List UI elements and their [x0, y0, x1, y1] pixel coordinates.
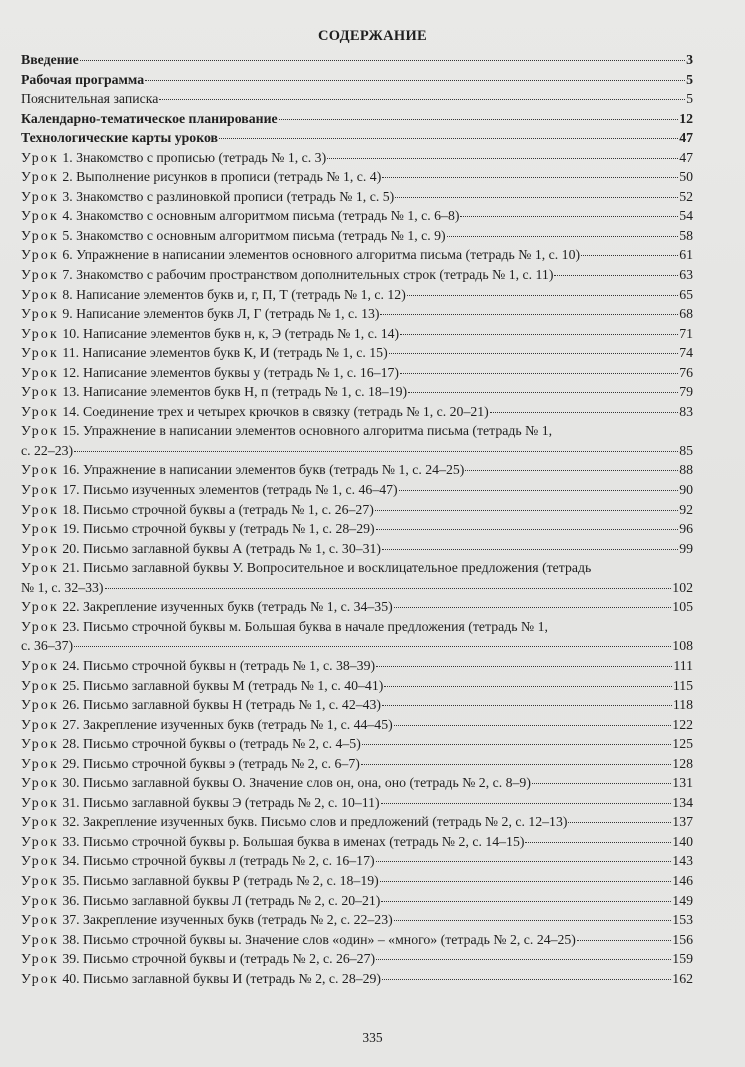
toc-entry-text-continued: № 1, с. 32–33)	[21, 579, 104, 595]
toc-entry-page: 102	[672, 579, 693, 595]
toc-entry-page: 122	[672, 716, 693, 732]
toc-entry-text-wrap	[21, 228, 446, 244]
toc-entry-text: Введение	[21, 52, 79, 67]
lesson-label: Урок	[21, 853, 59, 869]
toc-entry[interactable]	[21, 932, 693, 952]
lesson-label: Урок	[21, 403, 59, 419]
toc-entry-text-wrap	[21, 287, 406, 303]
toc-entry[interactable]	[21, 111, 693, 131]
dot-leader	[394, 920, 672, 921]
lesson-label: Урок	[21, 618, 59, 634]
dot-leader	[554, 275, 678, 276]
lesson-label: Урок	[21, 188, 59, 204]
dot-leader	[74, 646, 671, 647]
lesson-label: Урок	[21, 267, 59, 283]
toc-entry-page: 5	[686, 71, 693, 87]
dot-leader	[465, 470, 678, 471]
dot-leader	[400, 334, 678, 335]
dot-leader	[382, 549, 678, 550]
toc-entry-text-wrap	[21, 521, 375, 537]
toc-entry-text: 19. Письмо строчной буквы у (тетрадь № 1, с. 28–29)	[62, 521, 375, 537]
toc-entry-text-wrap	[21, 52, 79, 68]
toc-entry-text: 7. Знакомство с рабочим пространством дополнительных строк (тетрадь № 1, с. 11)	[62, 267, 554, 283]
toc-entry-page: 146	[672, 872, 693, 888]
toc-entry-page: 159	[672, 951, 693, 967]
lesson-label: Урок	[21, 169, 59, 185]
toc-entry-page: 83	[679, 403, 693, 419]
toc-entry-page: 50	[679, 169, 693, 185]
lesson-label: Урок	[21, 540, 59, 556]
toc-entry-text: 4. Знакомство с основным алгоритмом письма (тетрадь № 1, с. 6–8)	[62, 208, 460, 224]
toc-entry-page: 134	[672, 794, 693, 810]
dot-leader	[384, 686, 672, 687]
dot-leader	[395, 197, 678, 198]
toc-entry-text: 1. Знакомство с прописью (тетрадь № 1, с. 3)	[62, 149, 327, 165]
page-number: 335	[362, 1030, 383, 1045]
dot-leader	[382, 705, 672, 706]
toc-entry-page: 92	[679, 501, 693, 517]
lesson-label: Урок	[21, 247, 59, 263]
toc-entry[interactable]	[21, 130, 693, 150]
toc-entry-text-wrap	[21, 267, 553, 283]
toc-entry-page: 137	[672, 814, 693, 830]
dot-leader	[399, 490, 679, 491]
toc-entry-page: 79	[679, 384, 693, 400]
toc-entry-text: 9. Написание элементов букв Л, Г (тетрадь № 1, с. 13)	[62, 306, 380, 322]
toc-entry-text-wrap	[21, 893, 380, 909]
toc-entry-page: 88	[679, 462, 693, 478]
lesson-label: Урок	[21, 794, 59, 810]
dot-leader	[74, 451, 678, 452]
toc-entry-text-wrap	[21, 932, 576, 948]
toc-entry-text: Рабочая программа	[21, 71, 145, 87]
toc-entry-page: 65	[679, 286, 693, 302]
toc-entry[interactable]	[21, 697, 693, 717]
lesson-label: Урок	[21, 931, 59, 947]
toc-entry-text: 38. Письмо строчной буквы ы. Значение слов «один» – «много» (тетрадь № 2, с. 24–25)	[62, 931, 576, 947]
toc-entry-text: 13. Написание элементов букв Н, п (тетрадь № 1, с. 18–19)	[62, 384, 408, 400]
lesson-label: Урок	[21, 384, 59, 400]
lesson-label: Урок	[21, 521, 59, 537]
toc-entry-page: 68	[679, 306, 693, 322]
toc-entry[interactable]	[21, 951, 693, 971]
toc-entry[interactable]	[21, 658, 693, 678]
lesson-label: Урок	[21, 227, 59, 243]
toc-entry-text: 36. Письмо заглавной буквы Л (тетрадь № 2, с. 20–21)	[62, 892, 381, 908]
toc-entry-page: 52	[679, 188, 693, 204]
lesson-label: Урок	[21, 872, 59, 888]
toc-entry-text-wrap	[21, 72, 144, 88]
lesson-label: Урок	[21, 657, 59, 673]
toc-entry-text-wrap	[21, 541, 381, 557]
toc-entry-page: 162	[672, 970, 693, 986]
table-of-contents	[21, 52, 693, 990]
toc-entry-page: 61	[679, 247, 693, 263]
toc-entry-text-wrap	[21, 502, 374, 518]
dot-leader	[376, 666, 672, 667]
toc-entry-page: 3	[686, 52, 693, 67]
toc-entry[interactable]	[21, 502, 693, 522]
lesson-label: Урок	[21, 892, 59, 908]
toc-entry[interactable]	[21, 169, 693, 189]
toc-entry[interactable]	[21, 971, 693, 991]
toc-entry-page: 58	[679, 227, 693, 243]
toc-entry[interactable]	[21, 814, 693, 834]
toc-entry-page: 71	[679, 325, 693, 341]
toc-entry[interactable]	[21, 72, 693, 92]
toc-entry-text-wrap	[21, 189, 394, 205]
toc-entry[interactable]	[21, 541, 693, 561]
toc-entry-text: 32. Закрепление изученных букв. Письмо слов и предложений (тетрадь № 2, с. 12–13)	[62, 814, 568, 830]
toc-entry-text: 8. Написание элементов букв и, г, П, Т (тетрадь № 1, с. 12)	[62, 286, 406, 302]
toc-entry[interactable]	[21, 775, 693, 795]
dot-leader	[376, 959, 671, 960]
toc-entry-text-wrap	[21, 658, 375, 674]
toc-entry[interactable]	[21, 365, 693, 385]
lesson-label: Урок	[21, 482, 59, 498]
dot-leader	[327, 158, 678, 159]
toc-entry-text-wrap	[21, 111, 278, 127]
dot-leader	[380, 881, 672, 882]
toc-entry[interactable]	[21, 462, 693, 482]
dot-leader	[105, 588, 672, 589]
toc-entry[interactable]	[21, 150, 693, 170]
toc-entry-text-wrap	[21, 951, 375, 967]
dot-leader	[381, 901, 671, 902]
lesson-label: Урок	[21, 149, 59, 165]
dot-leader	[159, 99, 685, 100]
toc-entry-text-wrap	[21, 834, 524, 850]
toc-entry-page: 54	[679, 208, 693, 224]
dot-leader	[490, 412, 678, 413]
page-title: СОДЕРЖАНИЕ	[317, 28, 428, 44]
dot-leader	[568, 822, 671, 823]
toc-entry-text: 34. Письмо строчной буквы л (тетрадь № 2, с. 16–17)	[62, 853, 375, 869]
toc-entry[interactable]	[21, 345, 693, 365]
toc-entry-text: 17. Письмо изученных элементов (тетрадь № 1, с. 46–47)	[62, 482, 398, 498]
dot-leader	[145, 80, 685, 81]
toc-entry[interactable]	[21, 521, 693, 541]
toc-entry-text-wrap	[21, 599, 393, 615]
lesson-label: Урок	[21, 325, 59, 341]
toc-entry-text: 24. Письмо строчной буквы н (тетрадь № 1, с. 38–39)	[62, 657, 376, 673]
toc-entry[interactable]	[21, 619, 693, 658]
toc-entry[interactable]	[21, 208, 693, 228]
dot-leader	[376, 529, 679, 530]
toc-entry-text: 30. Письмо заглавной буквы О. Значение слов он, она, оно (тетрадь № 2, с. 8–9)	[62, 775, 531, 791]
dot-leader	[400, 373, 678, 374]
toc-entry-text: Пояснительная записка	[21, 91, 159, 107]
toc-entry-page: 105	[672, 599, 693, 615]
lesson-label: Урок	[21, 423, 59, 439]
toc-entry[interactable]	[21, 599, 693, 619]
toc-entry-page: 153	[672, 912, 693, 928]
toc-entry-page: 99	[679, 540, 693, 556]
toc-entry-text-wrap	[21, 345, 388, 361]
toc-entry-text: 23. Письмо строчной буквы м. Большая буква в начале предложения (тетрадь № 1,	[62, 618, 548, 634]
toc-entry-text-wrap	[21, 853, 375, 869]
lesson-label: Урок	[21, 677, 59, 693]
lesson-label: Урок	[21, 560, 59, 576]
toc-entry[interactable]	[21, 893, 693, 913]
toc-entry-page: 47	[679, 130, 693, 146]
lesson-label: Урок	[21, 736, 59, 752]
toc-entry-text: 10. Написание элементов букв н, к, Э (тетрадь № 1, с. 14)	[62, 325, 400, 341]
dot-leader	[381, 803, 672, 804]
toc-entry[interactable]	[21, 560, 693, 599]
toc-entry-text: 15. Упражнение в написании элементов основного алгоритма письма (тетрадь № 1,	[62, 423, 553, 439]
toc-entry-text-wrap	[21, 208, 459, 224]
toc-entry[interactable]	[21, 912, 693, 932]
lesson-label: Урок	[21, 462, 59, 478]
lesson-label: Урок	[21, 716, 59, 732]
toc-entry-page: 128	[672, 755, 693, 771]
dot-leader	[361, 764, 671, 765]
toc-entry-text-wrap	[21, 717, 393, 733]
toc-entry-text: 22. Закрепление изученных букв (тетрадь № 1, с. 34–35)	[62, 599, 393, 615]
toc-entry-text: 33. Письмо строчной буквы р. Большая буква в именах (тетрадь № 2, с. 14–15)	[62, 833, 525, 849]
toc-entry-page: 47	[679, 149, 693, 165]
lesson-label: Урок	[21, 755, 59, 771]
toc-entry[interactable]	[21, 678, 693, 698]
toc-entry-text-wrap	[21, 971, 381, 987]
toc-entry-text-wrap	[21, 247, 580, 263]
toc-entry-text-wrap	[21, 326, 399, 342]
toc-entry[interactable]	[21, 326, 693, 346]
lesson-label: Урок	[21, 306, 59, 322]
dot-leader	[408, 392, 678, 393]
lesson-label: Урок	[21, 775, 59, 791]
toc-entry[interactable]	[21, 736, 693, 756]
lesson-label: Урок	[21, 697, 59, 713]
toc-entry-text-wrap	[21, 736, 361, 752]
toc-entry-text: 11. Написание элементов букв К, И (тетрадь № 1, с. 15)	[62, 345, 388, 361]
toc-entry-page: 125	[672, 736, 693, 752]
dot-leader	[460, 216, 678, 217]
toc-entry-text-wrap	[21, 912, 393, 928]
toc-entry[interactable]	[21, 873, 693, 893]
toc-entry[interactable]	[21, 228, 693, 248]
toc-entry-text: 39. Письмо строчной буквы и (тетрадь № 2, с. 26–27)	[62, 951, 376, 967]
dot-leader	[375, 510, 678, 511]
toc-entry-text-continued: с. 22–23)	[21, 442, 74, 458]
toc-entry-text: 18. Письмо строчной буквы а (тетрадь № 1, с. 26–27)	[62, 501, 374, 517]
toc-entry-page: 156	[672, 931, 693, 947]
toc-entry-page: 149	[672, 892, 693, 908]
toc-entry[interactable]	[21, 717, 693, 737]
lesson-label: Урок	[21, 814, 59, 830]
dot-leader	[389, 353, 679, 354]
lesson-label: Урок	[21, 345, 59, 361]
dot-leader	[581, 255, 678, 256]
dot-leader	[382, 979, 671, 980]
toc-entry-page: 12	[679, 110, 693, 126]
toc-entry-text-wrap	[21, 697, 381, 713]
toc-entry-page: 96	[679, 521, 693, 537]
toc-entry-text-wrap	[21, 384, 407, 400]
dot-leader	[376, 861, 672, 862]
toc-entry-page: 143	[672, 853, 693, 869]
dot-leader	[525, 842, 671, 843]
lesson-label: Урок	[21, 501, 59, 517]
toc-entry-page: 140	[672, 833, 693, 849]
toc-entry-text-wrap	[21, 169, 381, 185]
dot-leader	[382, 177, 678, 178]
lesson-label: Урок	[21, 833, 59, 849]
toc-entry-text-wrap	[21, 150, 326, 166]
toc-entry[interactable]	[21, 91, 693, 111]
toc-entry-text: 37. Закрепление изученных букв (тетрадь № 2, с. 22–23)	[62, 912, 393, 928]
toc-entry-text: 31. Письмо заглавной буквы Э (тетрадь № 2, с. 10–11)	[62, 794, 380, 810]
toc-entry-text: 25. Письмо заглавной буквы М (тетрадь № 1, с. 40–41)	[62, 677, 384, 693]
toc-entry-text-wrap	[21, 795, 380, 811]
toc-entry-text-wrap	[21, 404, 489, 420]
toc-entry-text: 3. Знакомство с разлиновкой прописи (тетрадь № 1, с. 5)	[62, 188, 395, 204]
toc-entry-text-wrap	[21, 756, 360, 772]
toc-entry-text-wrap	[21, 462, 464, 478]
toc-entry-page: 76	[679, 364, 693, 380]
toc-entry-text: 29. Письмо строчной буквы э (тетрадь № 2, с. 6–7)	[62, 755, 360, 771]
dot-leader	[80, 60, 685, 61]
toc-entry-page: 63	[679, 267, 693, 283]
toc-entry[interactable]	[21, 423, 693, 462]
toc-entry-text-continued: с. 36–37)	[21, 638, 74, 654]
dot-leader	[279, 119, 679, 120]
toc-entry[interactable]	[21, 482, 693, 502]
toc-entry-text: 6. Упражнение в написании элементов основного алгоритма письма (тетрадь № 1, с. 10)	[62, 247, 581, 263]
toc-entry[interactable]	[21, 267, 693, 287]
toc-entry[interactable]	[21, 189, 693, 209]
dot-leader	[394, 607, 672, 608]
toc-entry-text: 16. Упражнение в написании элементов букв (тетрадь № 1, с. 24–25)	[62, 462, 465, 478]
toc-entry-page: 74	[679, 345, 693, 361]
toc-entry-text: 21. Письмо заглавной буквы У. Вопросительное и восклицательное предложения (тетрадь	[62, 560, 592, 576]
lesson-label: Урок	[21, 951, 59, 967]
toc-entry-page: 115	[672, 677, 693, 693]
toc-entry-page: 5	[686, 91, 693, 107]
toc-entry[interactable]	[21, 52, 693, 72]
toc-entry[interactable]	[21, 834, 693, 854]
toc-entry-text-wrap	[21, 306, 379, 322]
toc-entry-text: 35. Письмо заглавной буквы Р (тетрадь № 2, с. 18–19)	[62, 872, 379, 888]
lesson-label: Урок	[21, 599, 59, 615]
toc-entry-text-wrap	[21, 91, 158, 107]
toc-entry-text: 5. Знакомство с основным алгоритмом письма (тетрадь № 1, с. 9)	[62, 227, 446, 243]
lesson-label: Урок	[21, 208, 59, 224]
toc-entry[interactable]	[21, 404, 693, 424]
lesson-label: Урок	[21, 286, 59, 302]
dot-leader	[447, 236, 679, 237]
toc-entry-page: 118	[672, 697, 693, 713]
toc-entry-text: 14. Соединение трех и четырех крючков в связку (тетрадь № 1, с. 20–21)	[62, 403, 489, 419]
toc-entry-text-wrap	[21, 775, 531, 791]
dot-leader	[532, 783, 671, 784]
dot-leader	[394, 725, 672, 726]
dot-leader	[577, 940, 671, 941]
toc-entry-text: 26. Письмо заглавной буквы Н (тетрадь № 1, с. 42–43)	[62, 697, 382, 713]
toc-entry[interactable]	[21, 287, 693, 307]
toc-entry-text: Технологические карты уроков	[21, 130, 218, 146]
dot-leader	[219, 138, 678, 139]
toc-entry-text: Календарно-тематическое планирование	[21, 110, 278, 126]
toc-entry[interactable]	[21, 384, 693, 404]
toc-entry[interactable]	[21, 853, 693, 873]
toc-entry-text: 40. Письмо заглавной буквы И (тетрадь № 2, с. 28–29)	[62, 970, 382, 986]
toc-entry-text: 12. Написание элементов буквы у (тетрадь № 1, с. 16–17)	[62, 364, 399, 380]
toc-entry-text: 20. Письмо заглавной буквы А (тетрадь № 1, с. 30–31)	[62, 540, 382, 556]
dot-leader	[362, 744, 672, 745]
toc-entry-text: 28. Письмо строчной буквы о (тетрадь № 2, с. 4–5)	[62, 736, 361, 752]
toc-entry[interactable]	[21, 247, 693, 267]
dot-leader	[407, 295, 678, 296]
toc-entry-text-wrap	[21, 678, 383, 694]
toc-entry-text-wrap	[21, 873, 379, 889]
toc-entry-page: 90	[679, 482, 693, 498]
toc-entry-page: 131	[672, 775, 693, 791]
toc-entry-page: 111	[673, 657, 693, 673]
toc-entry-text-wrap	[21, 482, 398, 498]
toc-entry-text: 2. Выполнение рисунков в прописи (тетрадь № 1, с. 4)	[62, 169, 382, 185]
toc-entry-text-wrap	[21, 365, 399, 381]
toc-entry[interactable]	[21, 795, 693, 815]
toc-entry-text-wrap	[21, 814, 567, 830]
lesson-label: Урок	[21, 912, 59, 928]
toc-entry[interactable]	[21, 306, 693, 326]
toc-entry-text-wrap	[21, 130, 218, 146]
toc-entry-page: 85	[679, 442, 693, 458]
toc-entry-text: 27. Закрепление изученных букв (тетрадь № 1, с. 44–45)	[62, 716, 393, 732]
dot-leader	[380, 314, 678, 315]
lesson-label: Урок	[21, 970, 59, 986]
lesson-label: Урок	[21, 364, 59, 380]
toc-entry-page: 108	[672, 638, 693, 654]
toc-entry[interactable]	[21, 756, 693, 776]
